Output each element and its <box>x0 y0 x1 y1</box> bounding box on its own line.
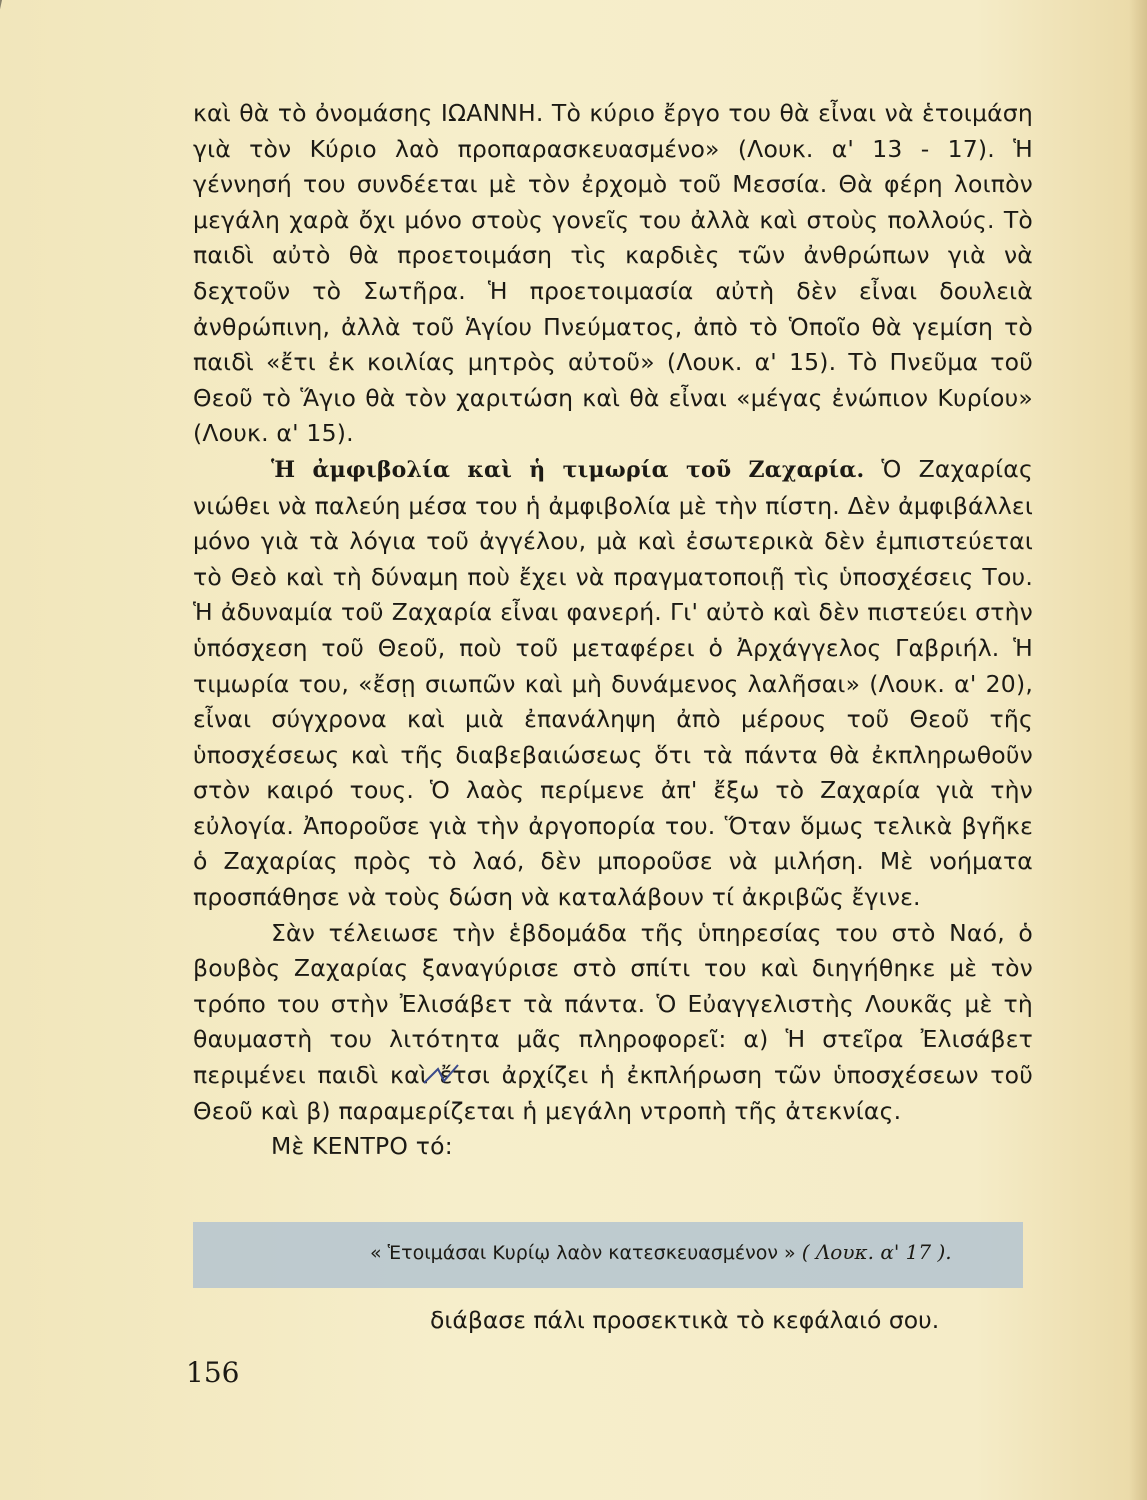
key-verse-quote <box>370 1240 952 1264</box>
paragraph-2-text: Ὁ Ζαχαρίας νιώθει νὰ παλεύη μέσα του ἡ ἀμφιβολία μὲ τὴν πίστη. Δὲν ἀμφιβάλλει μόνο γιὰ τὰ λόγια τοῦ ἀγγέλου, μὰ καὶ ἐσωτερικὰ δὲν ἐμπιστεύεται τὸ Θεὸ καὶ τὴ δύναμη ποὺ ἔχει νὰ πραγματοποιῇ τὶς ὑποσχέσεις Του. Ἡ ἀδυναμία τοῦ Ζαχαρία εἶναι φανερή. Γι' αὐτὸ καὶ δὲν πιστεύει στὴν ὑπόσχεση τοῦ Θεοῦ, ποὺ τοῦ μεταφέρει ὁ Ἀρχάγγελος Γαβριήλ. Ἡ τιμωρία του, «ἔσῃ σιωπῶν καὶ μὴ δυνάμενος λαλῆσαι» (Λουκ. α' 20), εἶναι σύγχρονα καὶ μιὰ ἐπανάληψη ἀπὸ μέρους τοῦ Θεοῦ τῆς ὑποσχέσεως καὶ τῆς διαβεβαιώσεως ὅτι τὰ πάντα θὰ ἐκπληρωθοῦν στὸν καιρό τους. Ὁ λαὸς περίμενε ἀπ' ἔξω τὸ Ζαχαρία γιὰ τὴν εὐλογία. Ἀποροῦσε γιὰ τὴν ἀργοπορία του. Ὅταν ὅμως τελικὰ βγῆκε ὁ Ζαχαρίας πρὸς τὸ λαό, δὲν μποροῦσε νὰ μιλήση. Μὲ νοήματα προσπάθησε νὰ τοὺς δώση νὰ καταλάβουν τί ἀκριβῶς ἔγινε. <box>193 454 1033 912</box>
page-edge-shadow <box>1129 0 1147 1500</box>
paragraph-2 <box>193 452 1033 916</box>
section-heading: Ἡ ἀμφιβολία καὶ ἡ τιμωρία τοῦ Ζαχαρία. <box>271 456 865 483</box>
pen-mark-icon <box>422 1063 462 1087</box>
key-verse-reference: ( Λουκ. α' 17 ). <box>801 1240 952 1264</box>
paragraph-1-text: καὶ θὰ τὸ ὀνομάσης ΙΩΑΝΝΗ. Τὸ κύριο ἔργο του θὰ εἶναι νὰ ἑτοιμάση γιὰ τὸν Κύριο λαὸ προπαρασκευασμένο» (Λουκ. α' 13 - 17). Ἡ γέννησή του συνδέεται μὲ τὸν ἐρχομὸ τοῦ Μεσσία. Θὰ φέρη λοιπὸν μεγάλη χαρὰ ὄχι μόνο στοὺς γονεῖς του ἀλλὰ καὶ στοὺς πολλούς. Τὸ παιδὶ αὐτὸ θὰ προετοιμάση τὶς καρδιὲς τῶν ἀνθρώπων γιὰ νὰ δεχτοῦν τὸ Σωτῆρα. Ἡ προετοιμασία αὐτὴ δὲν εἶναι δουλειὰ ἀνθρώπινη, ἀλλὰ τοῦ Ἁγίου Πνεύματος, ἀπὸ τὸ Ὁποῖο θὰ γεμίση τὸ παιδὶ «ἔτι ἐκ κοιλίας μητρὸς αὐτοῦ» (Λουκ. α' 15). Τὸ Πνεῦμα τοῦ Θεοῦ τὸ Ἅγιο θὰ τὸν χαριτώση καὶ θὰ εἶναι «μέγας ἐνώπιον Κυρίου» (Λουκ. α' 15). <box>193 99 1033 448</box>
key-verse-text: « Ἑτοιμάσαι Κυρίῳ λαὸν κατεσκευασμένον » <box>370 1242 796 1264</box>
paragraph-3 <box>193 916 1033 1130</box>
paragraph-4-text: Μὲ ΚΕΝΤΡΟ τό: <box>271 1132 453 1161</box>
paragraph-3-text: Σὰν τέλειωσε τὴν ἑβδομάδα τῆς ὑπηρεσίας του στὸ Ναό, ὁ βουβὸς Ζαχαρίας ξαναγύρισε στὸ σπίτι του καὶ διηγήθηκε μὲ τὸν τρόπο του στὴν Ἐλισάβετ τὰ πάντα. Ὁ Εὐαγγελιστὴς Λουκᾶς μὲ τὴ θαυμαστὴ του λιτότητα μᾶς πληροφορεῖ: α) Ἡ στεῖρα Ἐλισάβετ περιμένει παιδὶ καὶ ἔτσι ἀρχίζει ἡ ἐκπλήρωση τῶν ὑποσχέσεων τοῦ Θεοῦ καὶ β) παραμερίζεται ἡ μεγάλη ντροπὴ τῆς ἀτεκνίας. <box>193 918 1033 1125</box>
paragraph-1 <box>193 96 1033 452</box>
page-number: 156 <box>186 1356 240 1389</box>
closing-line: διάβασε πάλι προσεκτικὰ τὸ κεφάλαιό σου. <box>430 1306 940 1334</box>
paragraph-4 <box>193 1129 1033 1165</box>
body-text <box>193 96 1033 1165</box>
